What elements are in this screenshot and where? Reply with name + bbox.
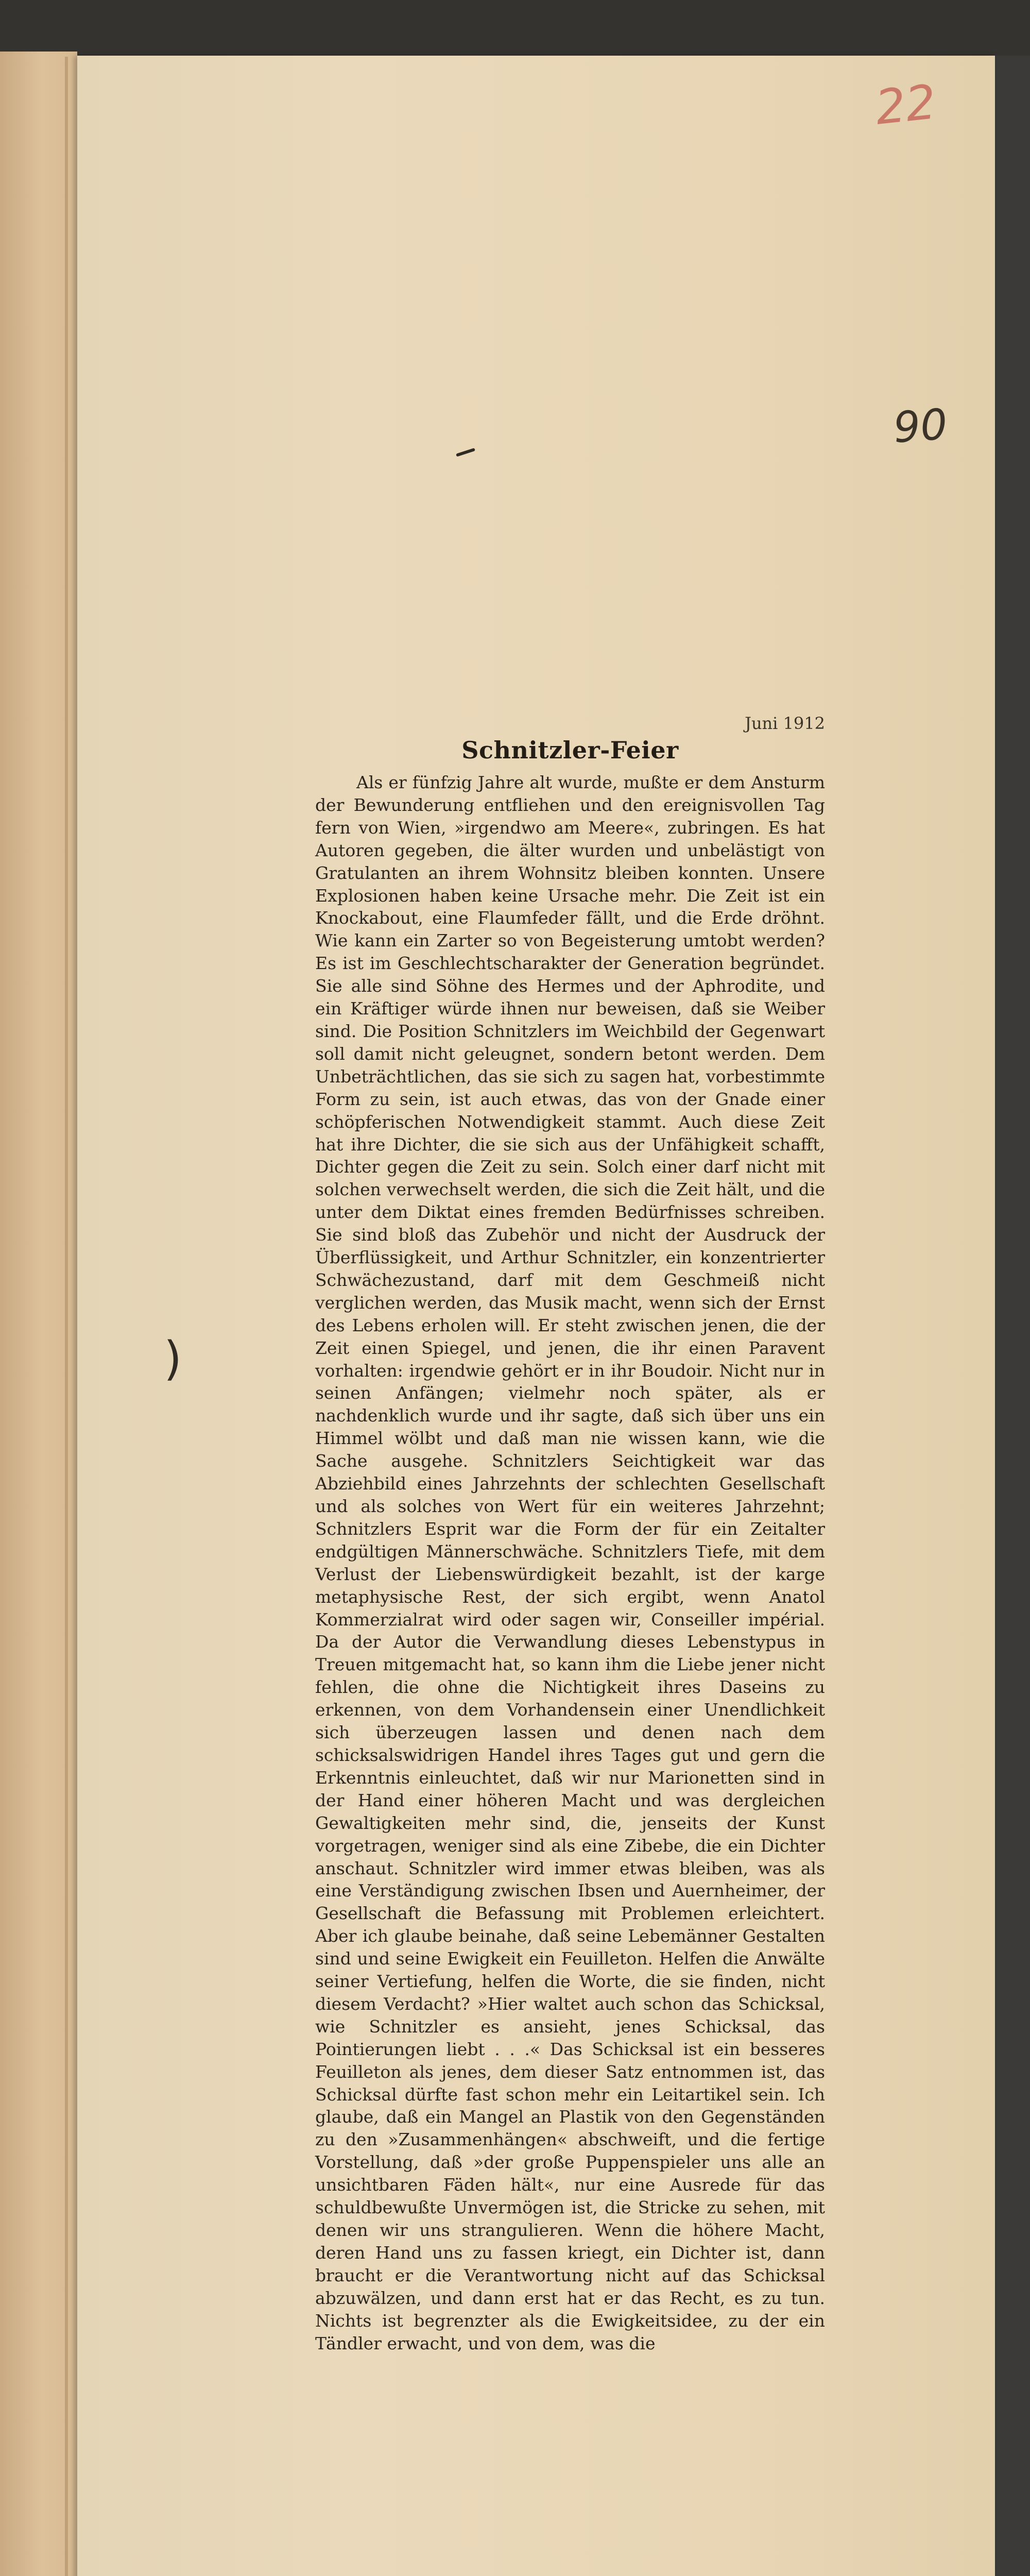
article-date: Juni 1912 <box>745 714 825 733</box>
facing-page-fold <box>65 57 68 2576</box>
handwritten-sheet-number: 22 <box>872 74 939 135</box>
pencil-bracket-mark: ) <box>164 1332 182 1386</box>
article-body: Als er fünfzig Jahre alt wurde, mußte er dem Ansturm der Bewunderung entfliehen und den ereignisvollen Tag fern von Wien, »irgendwo am Meere«, zubringen. Es hat Autoren gegeben, die älter wurden und unbelästigt von Gratulanten an ihrem Wohnsitz bleiben konnten. Unsere Explosionen haben keine Ursache mehr. Die Zeit ist ein Knockabout, eine Flaumfeder fällt, und die Erde dröhnt. Wie kann ein Zarter so von Begeisterung umtobt werden? Es ist im Geschlechtscharakter der Generation begründet. Sie alle sind Söhne des Hermes und der Aphrodite, und ein Kräftiger würde ihnen nur beweisen, daß sie Weiber sind. Die Position Schnitzlers im Weichbild der Gegenwart soll damit nicht geleugnet, sondern betont werden. Dem Unbeträchtlichen, das sie sich zu sagen hat, vorbestimmte Form zu sein, ist auch etwas, das von der Gnade einer schöpferischen Notwendigkeit stammt. Auch diese Zeit hat ihre Dichter, die sie sich aus der Unfähigkeit schafft, Dichter gegen die Zeit zu sein. Solch einer darf nicht mit solchen verwechselt werden, die sich die Zeit hält, und die unter dem Diktat eines fremden Bedürfnisses schreiben. Sie sind bloß das Zubehör und nicht der Ausdruck der Überflüssigkeit, und Arthur Schnitzler, ein konzentrierter Schwächezustand, darf mit dem Geschmeiß nicht verglichen werden, das Musik macht, wenn sich der Ernst des Lebens erholen will. Er steht zwischen jenen, die der Zeit einen Spiegel, und jenen, die ihr einen Paravent vorhalten: irgendwie gehört er in ihr Boudoir. Nicht nur in seinen Anfängen; vielmehr noch später, als er nachdenklich wurde und ihr sagte, daß sich über uns ein Himmel wölbt und daß man nie wissen kann, wie die Sache ausgehe. Schnitzlers Seichtigkeit war das Abziehbild eines Jahrzehnts der schlechten Gesellschaft und als solches von Wert für ein weiteres Jahrzehnt; Schnitzlers Esprit war die Form der für ein Zeitalter endgültigen Männerschwäche. Schnitzlers Tiefe, mit dem Verlust der Liebenswürdigkeit bezahlt, ist der karge metaphysische Rest, der sich ergibt, wenn Anatol Kommerzialrat wird oder sagen wir, Conseiller impérial. Da der Autor die Verwandlung dieses Lebenstypus in Treuen mitgemacht hat, so kann ihm die Liebe jener nicht fehlen, die ohne die Nichtigkeit ihres Daseins zu erkennen, von dem Vorhandensein einer Unendlichkeit sich überzeugen lassen und denen nach dem schicksalswidrigen Handel ihres Tages gut und gern die Erkenntnis einleuchtet, daß wir nur Marionetten sind in der Hand einer höheren Macht und was dergleichen Gewaltigkeiten mehr sind, die, jenseits der Kunst vorgetragen, weniger sind als eine Zibebe, die ein Dichter anschaut. Schnitzler wird immer etwas bleiben, was als eine Verständigung zwischen Ibsen und Auernheimer, der Gesellschaft die Befassung mit Problemen erleichtert. Aber ich glaube beinahe, daß seine Lebemänner Gestalten sind und seine Ewigkeit ein Feuilleton. Helfen die Anwälte seiner Vertiefung, helfen die Worte, die sie finden, nicht diesem Verdacht? »Hier waltet auch schon das Schicksal, wie Schnitzler es ansieht, jenes Schicksal, das Pointierungen liebt . . .« Das Schicksal ist ein besseres Feuilleton als jenes, dem dieser Satz entnommen ist, das Schicksal dürfte fast schon mehr ein Leitartikel sein. Ich glaube, daß ein Mangel an Plastik von den Gegenständen zu den »Zusammenhängen« abschweift, und die fertige Vorstellung, daß »der große Puppenspieler uns alle an unsichtbaren Fäden hält«, nur eine Ausrede für das schuldbewußte Unvermögen ist, die Stricke zu sehen, mit denen wir uns strangulieren. Wenn die höhere Macht, deren Hand uns zu fassen kriegt, ein Dichter ist, dann braucht er die Verantwortung nicht auf das Schicksal abzuwälzen, und dann erst hat er das Recht, es zu tun. Nichts ist begrenzter als die Ewigkeitsidee, zu der ein Tändler erwacht, und von dem, was die <box>315 772 825 2353</box>
handwritten-page-number: 90 <box>891 400 949 453</box>
newspaper-clipping <box>315 714 825 2354</box>
article-title: Schnitzler-Feier <box>461 736 679 764</box>
scan-background-top <box>0 0 1030 56</box>
